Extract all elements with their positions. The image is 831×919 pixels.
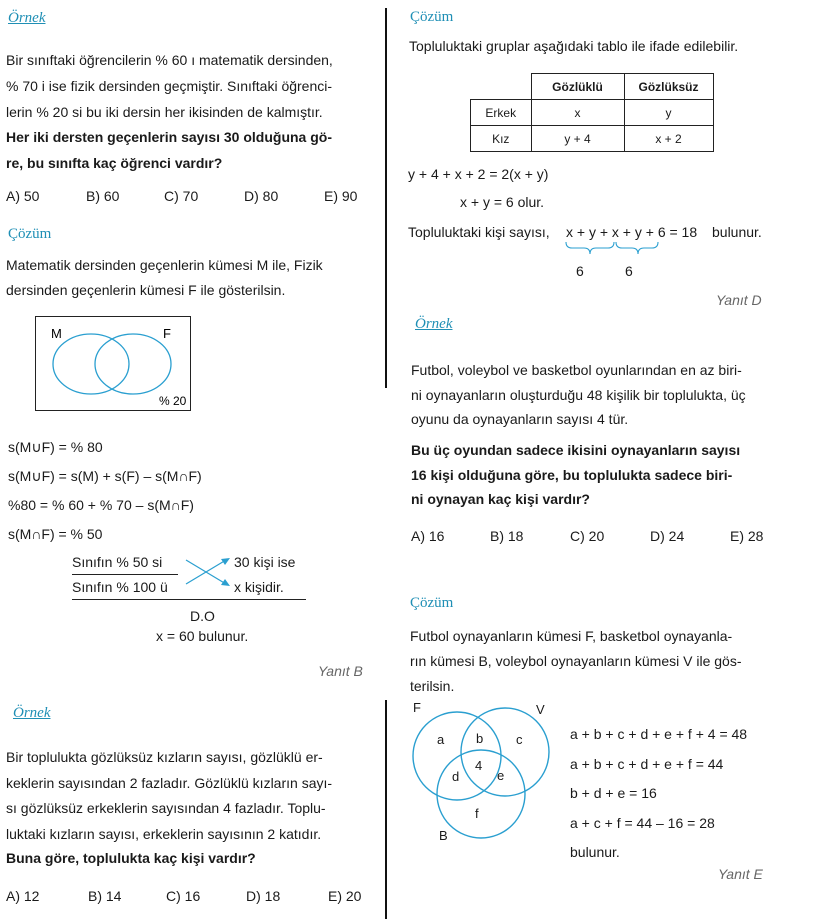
proportion-right-2: x kişidir.: [234, 579, 284, 595]
proportion-left-1: Sınıfın % 50 si: [72, 554, 163, 570]
brace-value-1: 6: [576, 263, 584, 279]
set-f-label: F: [163, 326, 171, 341]
answer-3: Yanıt E: [718, 866, 763, 882]
underline-1: [72, 574, 178, 575]
example-2-text: [6, 745, 332, 847]
table-header: Gözlüksüz: [624, 74, 713, 100]
text-line: sı gözlüksüz erkeklerin sayısından 4 fazladır. Toplu-: [6, 800, 326, 816]
equation-line: a + b + c + d + e + f = 44: [570, 755, 724, 772]
glasses-table: [470, 73, 714, 152]
proportion-right-1: 30 kişi ise: [234, 554, 296, 570]
solution-2-header: Çözüm: [410, 9, 454, 25]
equation-line: a + c + f = 44 – 16 = 28: [570, 814, 715, 831]
region-c: c: [516, 732, 523, 747]
text-line: Futbol oynayanların kümesi F, basketbol oynayanla-: [410, 628, 733, 644]
set-v-label: V: [536, 702, 545, 717]
text-line: luktaki kızların sayısı, erkeklerin sayısının 2 katıdır.: [6, 825, 322, 842]
brace-value-2: 6: [625, 263, 633, 279]
solution-1-text: [6, 253, 323, 303]
option-e: E) 90: [324, 188, 358, 204]
column-divider-bottom: [385, 700, 387, 919]
option-d: D) 24: [650, 528, 685, 544]
sum-expression: x + y + x + y + 6 = 18: [566, 224, 698, 240]
set-m-circle: [53, 334, 129, 394]
text-line: rın kümesi B, voleybol oynayanların kümesi V ile gös-: [410, 653, 742, 669]
option-a: A) 12: [6, 888, 40, 904]
question-line: Her iki dersten geçenlerin sayısı 30 olduğuna gö-: [6, 129, 332, 145]
table-corner: [471, 74, 532, 100]
text-line: Bir sınıftaki öğrencilerin % 60 ı matematik dersinden,: [6, 52, 333, 68]
set-f-circle: [95, 334, 171, 394]
solution-2-intro: Topluluktaki gruplar aşağıdaki tablo ile ifade edilebilir.: [409, 38, 739, 54]
question-line: 16 kişi olduğuna göre, bu toplulukta sadece biri-: [411, 466, 733, 483]
option-a: A) 16: [411, 528, 445, 544]
text-line: lerin % 20 si bu iki dersin her ikisinden de kalmıştır.: [6, 104, 323, 120]
text-line: Bir toplulukta gözlüksüz kızların sayısı, gözlüklü er-: [6, 749, 323, 765]
equation-line: s(M∪F) = % 80: [8, 439, 103, 455]
equation-line: a + b + c + d + e + f + 4 = 48: [570, 726, 748, 742]
table-cell: y + 4: [531, 126, 624, 152]
sum-suffix: bulunur.: [712, 224, 762, 240]
text-line: Matematik dersinden geçenlerin kümesi M ile, Fizik: [6, 257, 323, 273]
table-header: Gözlüklü: [531, 74, 624, 100]
option-e: E) 20: [328, 888, 362, 904]
row-label: Erkek: [471, 100, 532, 126]
table-cell: x: [531, 100, 624, 126]
equation-line: b + d + e = 16: [570, 785, 657, 801]
fraction-bar: [72, 599, 306, 600]
question-line: Bu üç oyundan sadece ikisini oynayanların sayısı: [411, 442, 741, 458]
example-3-header: Örnek: [415, 316, 453, 332]
venn-diagram-mf: [35, 316, 191, 412]
underbraces: [562, 240, 662, 256]
option-c: C) 16: [166, 888, 201, 904]
answer-1: Yanıt B: [318, 663, 363, 679]
solution-1-equations: [8, 433, 202, 549]
option-d: D) 80: [244, 188, 279, 204]
solution-1-header: Çözüm: [8, 226, 52, 242]
proportion-result: x = 60 bulunur.: [156, 628, 249, 644]
option-b: B) 18: [490, 528, 524, 544]
example-2-question: Buna göre, toplulukta kaç kişi vardır?: [6, 850, 256, 866]
text-line: terilsin.: [410, 678, 455, 694]
text-line: % 70 i ise fizik dersinden geçmiştir. Sınıftaki öğrenci-: [6, 78, 333, 94]
question-line: ni oynayan kaç kişi vardır?: [411, 491, 590, 507]
set-m-label: M: [51, 326, 62, 341]
region-a: a: [437, 732, 445, 747]
text-line: ni oynayanların oluşturduğu 48 kişilik bir toplulukta, üç: [411, 386, 746, 403]
option-c: C) 20: [570, 528, 605, 544]
equation-line: %80 = % 60 + % 70 – s(M∩F): [8, 497, 194, 513]
option-a: A) 50: [6, 188, 40, 204]
region-f: f: [475, 806, 479, 821]
set-f-circle: [413, 712, 501, 800]
solution-3-text: [410, 624, 741, 699]
text-line: dersinden geçenlerin kümesi F ile gösterilsin.: [6, 282, 286, 298]
option-b: B) 14: [88, 888, 122, 904]
option-e: E) 28: [730, 528, 764, 544]
option-b: B) 60: [86, 188, 120, 204]
option-d: D) 18: [246, 888, 281, 904]
example-3-question: [411, 438, 740, 512]
region-center: 4: [475, 758, 483, 773]
text-line: oyunu da oynayanların sayısı 4 tür.: [411, 411, 629, 427]
example-1-question: [6, 124, 332, 176]
region-d: d: [452, 769, 460, 784]
example-1-text: [6, 47, 333, 125]
set-f-label: F: [413, 700, 421, 715]
proportion-left-2: Sınıfın % 100 ü: [72, 579, 168, 595]
set-v-circle: [461, 708, 549, 796]
equation-line: bulunur.: [570, 844, 620, 860]
text-line: Futbol, voleybol ve basketbol oyunlarından en az biri-: [411, 362, 742, 378]
venn-diagram-fvb: [405, 698, 565, 846]
sum-prefix: Topluluktaki kişi sayısı,: [408, 224, 550, 240]
table-cell: x + 2: [624, 126, 713, 152]
example-3-text: [411, 358, 746, 432]
set-b-label: B: [439, 828, 448, 843]
row-label: Kız: [471, 126, 532, 152]
equation-line: s(M∩F) = % 50: [8, 526, 103, 542]
table-cell: y: [624, 100, 713, 126]
solution-3-header: Çözüm: [410, 595, 454, 611]
equation-line: s(M∪F) = s(M) + s(F) – s(M∩F): [8, 468, 202, 484]
equation-line: y + 4 + x + 2 = 2(x + y): [408, 166, 549, 182]
equation-line: x + y = 6 olur.: [460, 194, 545, 210]
outside-percent-label: % 20: [159, 394, 187, 408]
inverse-proportion-label: D.O: [190, 608, 215, 624]
region-b: b: [476, 731, 484, 746]
column-divider-top: [385, 8, 387, 388]
cross-multiply-arrows: [184, 556, 232, 588]
example-2-header: Örnek: [13, 705, 51, 721]
example-1-header: Örnek: [8, 10, 46, 26]
question-line: re, bu sınıfta kaç öğrenci vardır?: [6, 155, 223, 171]
solution-3-equations: [570, 720, 747, 868]
text-line: keklerin sayısından 2 fazladır. Gözlüklü kızların sayı-: [6, 774, 333, 791]
answer-2: Yanıt D: [716, 292, 762, 308]
region-e: e: [497, 768, 505, 783]
option-c: C) 70: [164, 188, 199, 204]
